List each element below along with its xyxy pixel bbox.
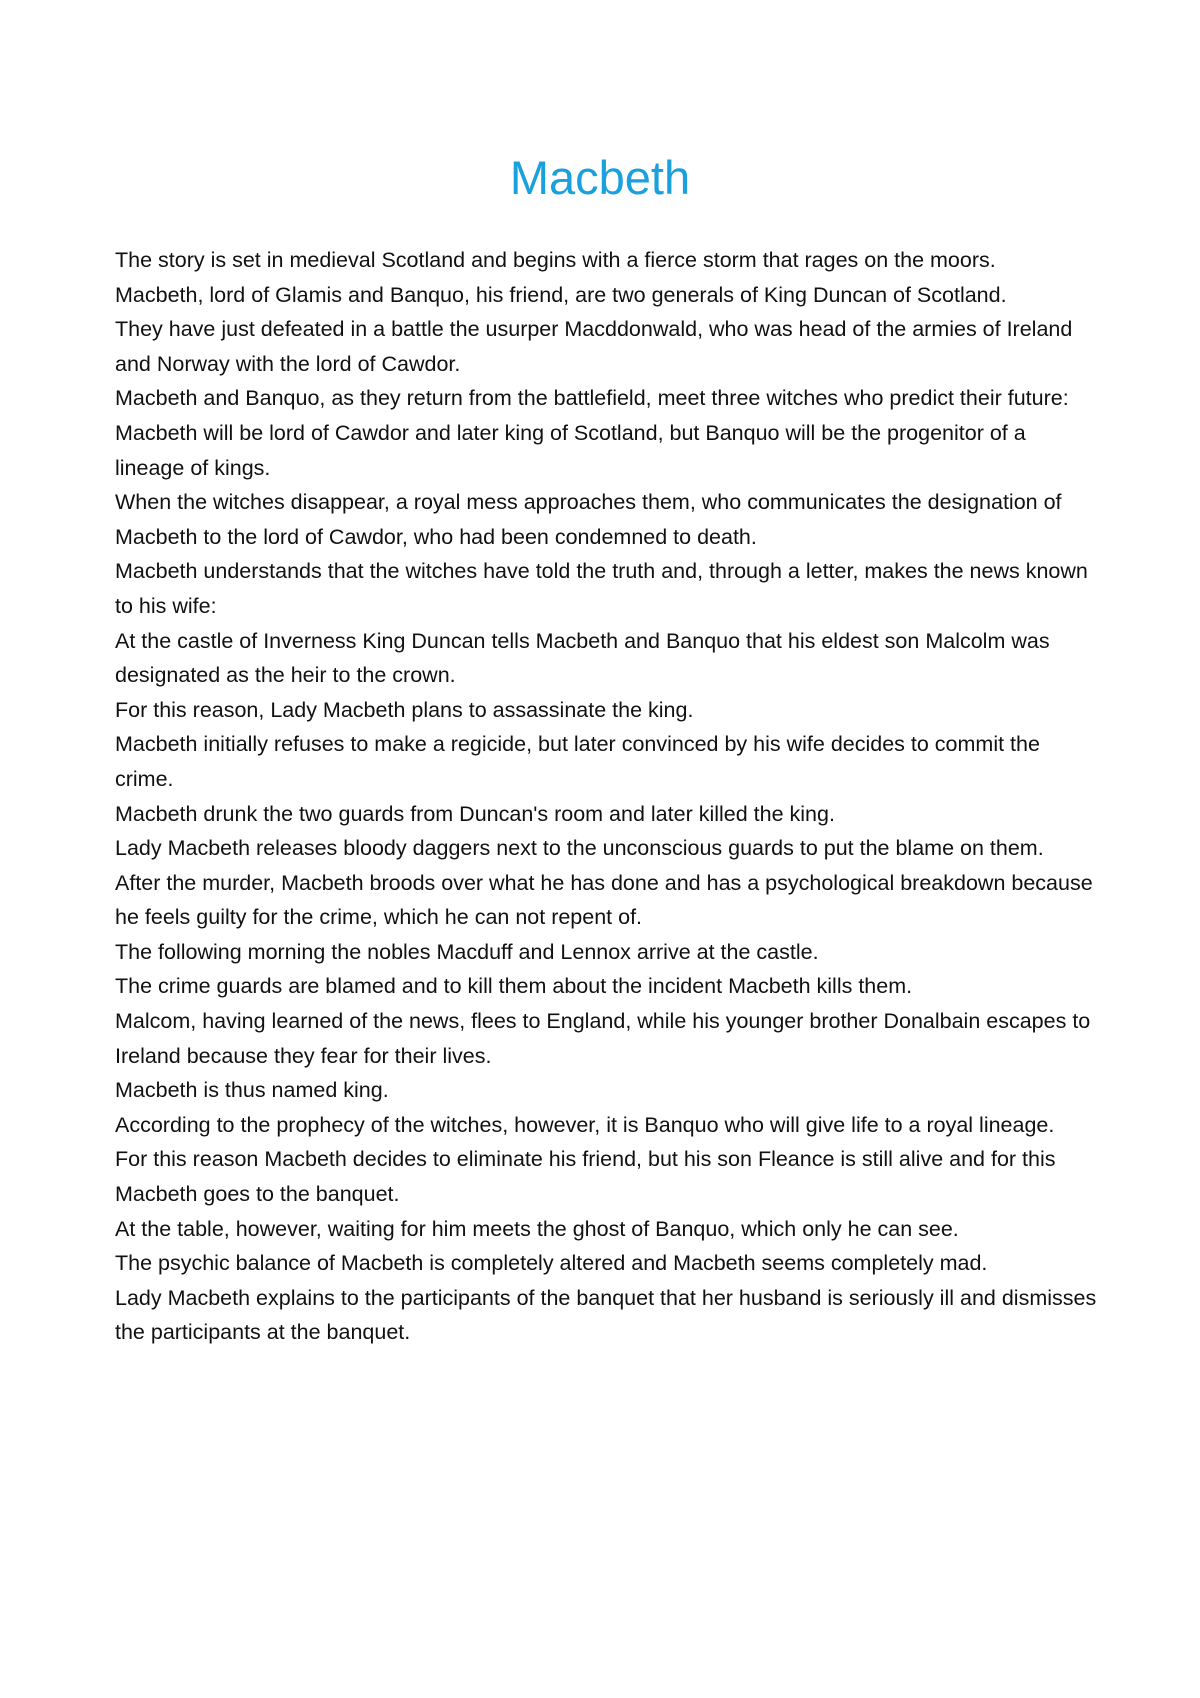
- paragraph: Macbeth drunk the two guards from Duncan's room and later killed the king.: [115, 801, 835, 826]
- paragraph: Macbeth initially refuses to make a regicide, but later convinced by his wife decides to commit the crime.: [115, 732, 1040, 791]
- paragraph: At the table, however, waiting for him meets the ghost of Banquo, which only he can see.: [115, 1216, 959, 1241]
- paragraph: For this reason Macbeth decides to eliminate his friend, but his son Fleance is still alive and for this Macbeth goes to the banquet.: [115, 1147, 1056, 1207]
- paragraph: For this reason, Lady Macbeth plans to assassinate the king.: [115, 697, 694, 722]
- paragraph: Macbeth, lord of Glamis and Banquo, his friend, are two generals of King Duncan of Scotland.: [115, 282, 1007, 307]
- paragraph: The psychic balance of Macbeth is completely altered and Macbeth seems completely mad.: [115, 1251, 988, 1276]
- paragraph: After the murder, Macbeth broods over what he has done and has a psychological breakdown because he feels guilty for the crime, which he can not repent of.: [115, 870, 1093, 930]
- document-body: [115, 243, 1100, 1350]
- paragraph: At the castle of Inverness King Duncan tells Macbeth and Banquo that his eldest son Malcolm was designated as the heir to the crown.: [115, 628, 1050, 688]
- paragraph: The crime guards are blamed and to kill them about the incident Macbeth kills them.: [115, 974, 913, 999]
- paragraph: According to the prophecy of the witches, however, it is Banquo who will give life to a royal lineage.: [115, 1112, 1055, 1137]
- paragraph: Macbeth understands that the witches have told the truth and, through a letter, makes the news known to his wife:: [115, 559, 1088, 618]
- paragraph: The following morning the nobles Macduff and Lennox arrive at the castle.: [115, 939, 819, 964]
- paragraph: Malcom, having learned of the news, flees to England, while his younger brother Donalbain escapes to Ireland because they fear for their lives.: [115, 1009, 1091, 1068]
- paragraph: The story is set in medieval Scotland and begins with a fierce storm that rages on the moors.: [115, 248, 996, 272]
- paragraph: When the witches disappear, a royal mess approaches them, who communicates the designation of Macbeth to the lord of Cawdor, who had been condemned to death.: [115, 490, 1062, 549]
- paragraph: They have just defeated in a battle the usurper Macddonwald, who was head of the armies of Ireland and Norway with the lord of Cawdor.: [115, 317, 1073, 376]
- paragraph: Lady Macbeth releases bloody daggers next to the unconscious guards to put the blame on them.: [115, 836, 1044, 861]
- paragraph: Lady Macbeth explains to the participants of the banquet that her husband is seriously ill and dismisses the participants at the banquet.: [115, 1285, 1097, 1345]
- document-title: Macbeth: [509, 151, 691, 204]
- paragraph: Macbeth and Banquo, as they return from the battlefield, meet three witches who predict their future: Macbeth will be lord of Cawdor and later king of Scotland, but Banquo will be the progenitor of a lineage of kings.: [115, 386, 1069, 480]
- paragraph: Macbeth is thus named king.: [115, 1078, 389, 1103]
